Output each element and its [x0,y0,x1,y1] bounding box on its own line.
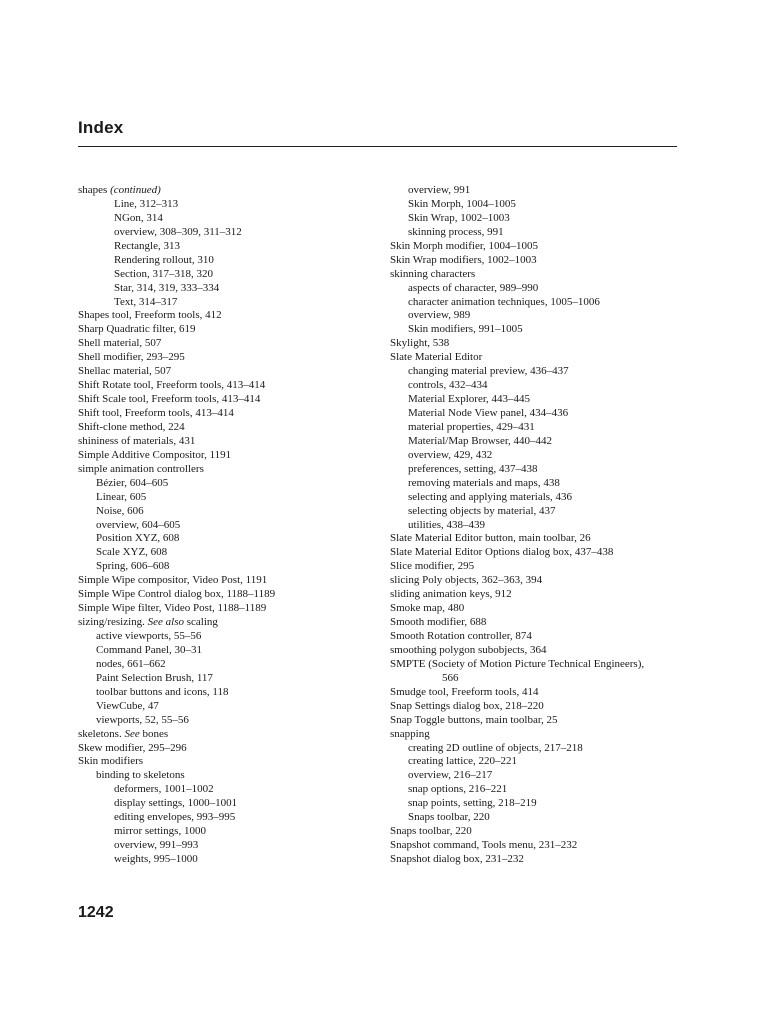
index-entry-text: SMPTE (Society of Motion Picture Technical Engineers), [390,657,645,670]
index-entry-text: Slate Material Editor Options dialog box, 437–438 [390,546,614,559]
index-entry [78,254,378,268]
index-entry [390,714,680,728]
index-entry-text: deformers, 1001–1002 [114,783,214,796]
index-entry-text: shininess of materials, 431 [78,434,196,447]
index-entry-text: Shift Rotate tool, Freeform tools, 413–414 [78,379,266,392]
index-entry [390,296,680,310]
index-entry [390,337,680,351]
index-entry [390,254,680,268]
index-entry-text: viewports, 52, 55–56 [96,713,189,726]
index-entry [78,797,378,811]
index-entry [78,574,378,588]
index-entry-text: snap points, setting, 218–219 [408,797,537,810]
index-entry [78,351,378,365]
index-entry-text: binding to skeletons [96,769,185,782]
index-entry-crossref: scaling [184,616,218,629]
index-entry-text: preferences, setting, 437–438 [408,462,538,475]
index-entry-text: Skin modifiers, 991–1005 [408,323,523,336]
index-entry-text: Simple Wipe filter, Video Post, 1188–1189 [78,602,267,615]
index-entry-text: creating 2D outline of objects, 217–218 [408,741,583,754]
index-entry-text: skinning process, 991 [408,225,504,238]
index-entry [78,309,378,323]
index-entry-text: Smooth modifier, 688 [390,616,487,629]
index-entry-text: Scale XYZ, 608 [96,546,168,559]
index-entry-text: Sharp Quadratic filter, 619 [78,323,196,336]
index-entry-text: Position XYZ, 608 [96,532,180,545]
index-entry-text: Slice modifier, 295 [390,560,475,573]
index-entry-text: smoothing polygon subobjects, 364 [390,643,547,656]
index-entry-text: overview, 216–217 [408,769,493,782]
index-entry [390,449,680,463]
index-entry-text: display settings, 1000–1001 [114,797,238,810]
index-entry [78,602,378,616]
index-entry [390,630,680,644]
index-entry-text: sizing/resizing. [78,616,148,629]
index-entry-text: selecting and applying materials, 436 [408,490,573,503]
index-entry [78,755,378,769]
index-entry-text: Star, 314, 319, 333–334 [114,281,220,294]
index-entry [390,393,680,407]
index-entry [78,742,378,756]
index-entry-text: active viewports, 55–56 [96,630,202,642]
index-entry [390,477,680,491]
index-entry-text: Paint Selection Brush, 117 [96,671,213,684]
index-entry [78,811,378,825]
index-entry [78,421,378,435]
index-entry-italic: See [124,727,140,740]
index-entry [78,686,378,700]
index-entry [390,282,680,296]
index-entry [78,184,378,198]
index-entry [78,491,378,505]
index-entry-text: Rendering rollout, 310 [114,253,214,266]
index-entry [390,769,680,783]
index-entry-text: Shellac material, 507 [78,365,172,378]
index-entry-text: Material/Map Browser, 440–442 [408,434,553,447]
index-entry [78,282,378,296]
index-entry-text: 566 [442,671,459,684]
index-entry-text: overview, 429, 432 [408,448,493,461]
index-entry [390,491,680,505]
index-entry-text: Text, 314–317 [114,295,178,308]
index-entry [78,226,378,240]
index-entry-text: Spring, 606–608 [96,560,170,573]
index-entry-text: Shell material, 507 [78,337,162,350]
index-entry [78,644,378,658]
index-entry [390,686,680,700]
index-entry [390,700,680,714]
index-entry [390,811,680,825]
index-entry [78,630,378,644]
index-entry-text: Snap Toggle buttons, main toolbar, 25 [390,713,558,726]
index-entry [390,268,680,282]
index-entry [390,212,680,226]
index-heading: Index [78,118,124,137]
index-entry-text: Line, 312–313 [114,197,179,210]
index-entry-text: Shift-clone method, 224 [78,420,185,433]
index-entry [390,463,680,477]
index-entry [78,435,378,449]
index-entry-text: Simple Additive Compositor, 1191 [78,448,232,461]
index-column-left [78,184,378,867]
index-entry [78,463,378,477]
index-entry [390,839,680,853]
index-entry [390,309,680,323]
index-entry-text: snap options, 216–221 [408,783,508,796]
index-entry [390,505,680,519]
index-entry [78,198,378,212]
index-entry [78,449,378,463]
index-entry [78,672,378,686]
index-entry-text: Skin Wrap modifiers, 1002–1003 [390,253,537,266]
index-entry [78,783,378,797]
index-entry-text: simple animation controllers [78,462,204,475]
index-entry-text: Skin Morph modifier, 1004–1005 [390,239,539,252]
index-entry-text: Smoke map, 480 [390,602,465,615]
index-entry-text: snapping [390,727,430,740]
index-entry-text: utilities, 438–439 [408,518,485,531]
index-entry-text: selecting objects by material, 437 [408,504,556,517]
index-entry [390,644,680,658]
index-entry-text: Shell modifier, 293–295 [78,351,185,364]
index-entry-text: Noise, 606 [96,504,144,517]
index-entry [390,616,680,630]
index-entry-text: Skin Wrap, 1002–1003 [408,211,510,224]
index-entry-text: Simple Wipe compositor, Video Post, 1191 [78,574,268,587]
index-entry-text: weights, 995–1000 [114,853,198,865]
index-entry [78,769,378,783]
index-entry-text: Shift Scale tool, Freeform tools, 413–414 [78,393,261,406]
index-entry [390,825,680,839]
index-entry [390,435,680,449]
index-entry-text: Bézier, 604–605 [96,476,169,489]
index-entry-text: material properties, 429–431 [408,420,535,433]
index-entry-text: Slate Material Editor button, main toolbar, 26 [390,532,591,545]
index-entry [78,839,378,853]
index-entry-text: toolbar buttons and icons, 118 [96,685,229,698]
index-entry-text: Slate Material Editor [390,351,483,364]
index-entry [78,728,378,742]
index-entry-crossref: bones [139,727,169,740]
index-entry [390,240,680,254]
page-number: 1242 [78,904,114,921]
index-entry [78,616,378,630]
index-entry [78,519,378,533]
index-entry-text: Skew modifier, 295–296 [78,741,187,754]
index-entry [390,574,680,588]
index-entry [78,825,378,839]
index-entry [78,365,378,379]
index-entry-text: Smudge tool, Freeform tools, 414 [390,685,539,698]
index-entry [78,393,378,407]
index-entry-text: shapes [78,184,111,196]
index-entry [390,658,680,672]
index-entry [390,672,680,686]
index-entry [78,379,378,393]
index-entry-text: removing materials and maps, 438 [408,476,560,489]
index-entry-text: nodes, 661–662 [96,657,166,670]
index-entry [78,658,378,672]
index-entry-text: editing envelopes, 993–995 [114,811,236,824]
index-entry [78,240,378,254]
index-entry [390,588,680,602]
index-entry-text: overview, 989 [408,309,471,322]
index-entry-text: aspects of character, 989–990 [408,281,539,294]
index-entry-text: Shift tool, Freeform tools, 413–414 [78,407,234,419]
index-entry-text: Snap Settings dialog box, 218–220 [390,699,544,712]
index-entry-text: Smooth Rotation controller, 874 [390,630,532,642]
index-entry [78,546,378,560]
index-entry [78,337,378,351]
index-entry [390,351,680,365]
index-entry [78,588,378,602]
index-entry-text: character animation techniques, 1005–1006 [408,295,600,308]
index-entry-text: Snaps toolbar, 220 [408,811,490,824]
index-entry [390,797,680,811]
index-entry-text: Snapshot dialog box, 231–232 [390,853,524,865]
index-entry-text: overview, 991 [408,184,471,196]
index-entry [78,323,378,337]
index-entry [390,184,680,198]
index-entry [390,407,680,421]
index-entry [78,212,378,226]
index-entry-text: Simple Wipe Control dialog box, 1188–1189 [78,588,276,601]
index-entry [390,560,680,574]
index-entry [390,379,680,393]
index-entry-text: Shapes tool, Freeform tools, 412 [78,309,222,322]
index-entry-text: Snapshot command, Tools menu, 231–232 [390,839,578,852]
index-entry [390,532,680,546]
index-entry-text: Skin modifiers [78,755,144,768]
index-entry-text: Rectangle, 313 [114,239,180,252]
index-entry [78,560,378,574]
index-entry-text: Command Panel, 30–31 [96,643,203,656]
index-entry-text: Linear, 605 [96,490,147,503]
index-entry [78,700,378,714]
index-entry-text: Skin Morph, 1004–1005 [408,197,516,210]
header-divider [78,146,677,147]
index-entry-text: Material Node View panel, 434–436 [408,407,569,419]
index-entry [78,407,378,421]
index-entry [390,519,680,533]
index-entry [390,421,680,435]
index-entry [78,477,378,491]
index-entry-text: slicing Poly objects, 362–363, 394 [390,574,543,587]
index-entry-text: NGon, 314 [114,211,163,224]
index-entry-text: skeletons. [78,727,125,740]
index-entry-text: ViewCube, 47 [96,699,159,712]
index-entry-text: creating lattice, 220–221 [408,755,518,768]
index-entry-text: mirror settings, 1000 [114,825,206,838]
index-entry-text: Snaps toolbar, 220 [390,825,472,838]
index-entry [390,853,680,867]
index-entry [390,755,680,769]
index-entry [78,714,378,728]
index-entry [390,783,680,797]
index-entry [390,546,680,560]
index-entry-text: overview, 308–309, 311–312 [114,225,242,238]
index-entry-text: overview, 604–605 [96,518,181,531]
index-entry-text: sliding animation keys, 912 [390,588,512,601]
index-entry-text: controls, 432–434 [408,379,488,392]
index-entry [78,853,378,867]
index-entry-italic: See also [147,616,185,629]
index-entry [390,742,680,756]
index-entry-text: Section, 317–318, 320 [114,267,213,280]
index-entry [78,505,378,519]
index-entry [390,323,680,337]
index-entry-text: Skylight, 538 [390,337,450,350]
index-entry [390,602,680,616]
index-entry [78,296,378,310]
index-entry-text: skinning characters [390,267,476,280]
index-entry [390,365,680,379]
index-entry [390,198,680,212]
index-entry [390,226,680,240]
index-entry [78,532,378,546]
index-entry [78,268,378,282]
index-entry-text: overview, 991–993 [114,839,199,852]
index-entry-text: Material Explorer, 443–445 [408,393,531,406]
index-column-right [390,184,680,867]
index-entry [390,728,680,742]
index-entry-italic: (continued) [110,184,161,196]
index-entry-text: changing material preview, 436–437 [408,365,569,378]
